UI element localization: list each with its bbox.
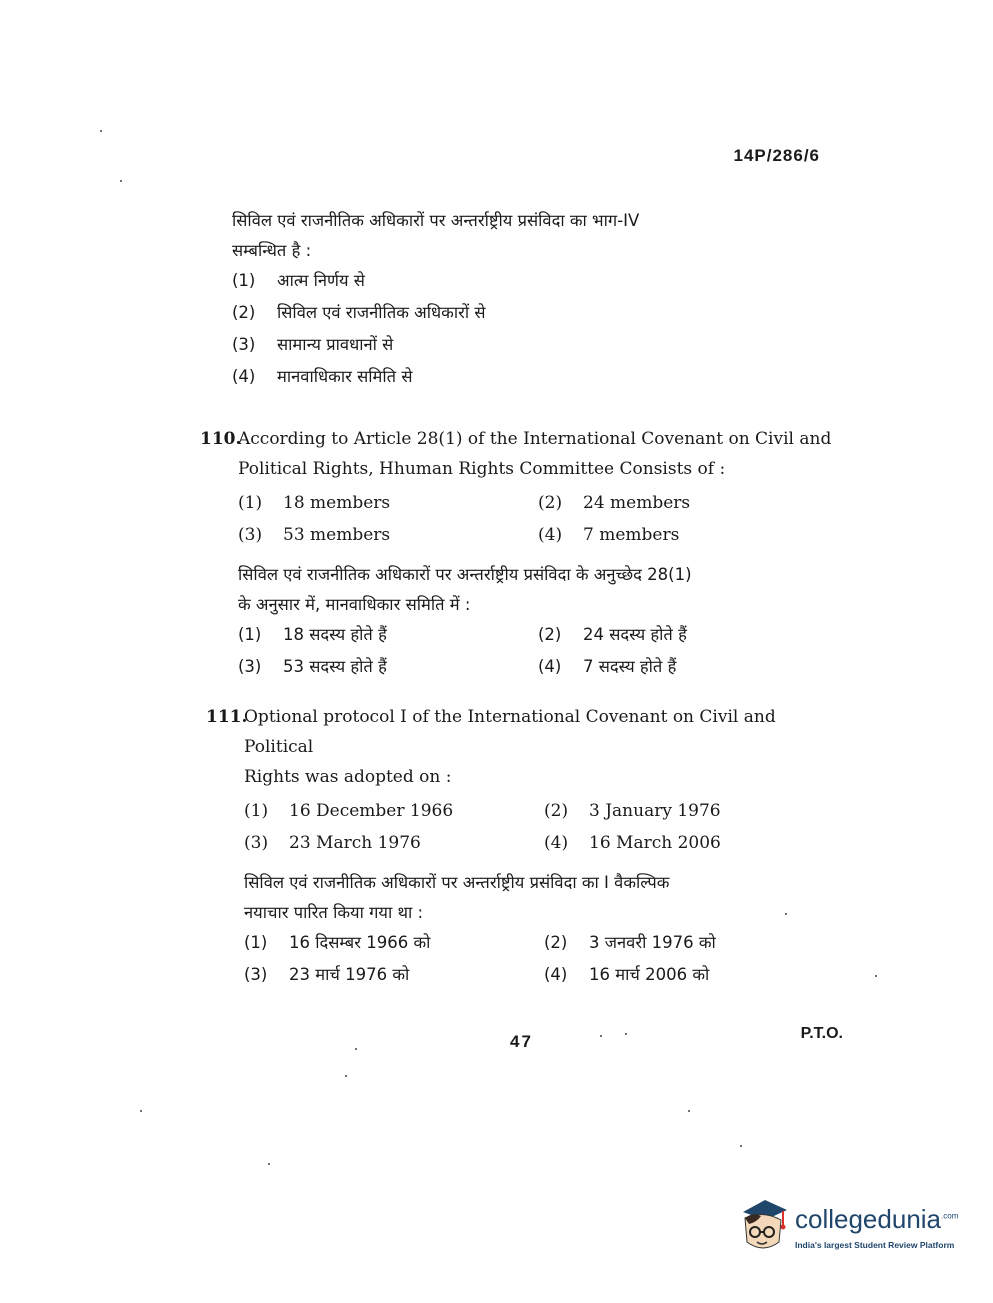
pto-label: P.T.O. [800,1025,843,1042]
q111-hindi-stem-line1: सिविल एवं राजनीतिक अधिकारों पर अन्तर्राष्ट्रीय प्रसंविदा का I वैकल्पिक [244,873,670,892]
q109-hindi-stem-line1: सिविल एवं राजनीतिक अधिकारों पर अन्तर्राष्ट्रीय प्रसंविदा का भाग-IV [232,211,640,230]
logo-suffix: .com [941,1211,959,1221]
scan-speck [625,1033,627,1035]
q109-option [232,362,832,394]
option-number: (1) [244,933,268,952]
option-number: (3) [238,657,262,676]
q109-hindi-block [232,206,832,394]
option-number: (1) [238,625,262,644]
q111-hindi-options [206,928,846,992]
scan-speck [740,1145,742,1147]
q111-block [206,702,846,992]
q111-stem-line1: Optional protocol I of the International Covenant on Civil and Political [244,707,776,757]
q109-option [232,298,832,330]
option-number: (3) [238,525,263,545]
q110-hindi-stem-line2: के अनुसार में, मानवाधिकार समिति में : [238,595,471,614]
option-number: (2) [232,303,256,322]
q111-stem [206,702,846,762]
q110-stem-line1: According to Article 28(1) of the International Covenant on Civil and [238,429,832,449]
option-text: 18 सदस्य होते हैं [283,625,387,644]
option-text: सामान्य प्रावधानों से [277,335,394,354]
option-row [238,620,840,652]
page-number: 47 [510,1032,533,1051]
paper-code: 14P/286/6 [733,146,820,165]
option-number: (4) [232,367,256,386]
option-text: 23 मार्च 1976 को [289,965,410,984]
option-text: 53 सदस्य होते हैं [283,657,387,676]
scan-speck [355,1048,357,1050]
scan-speck [785,913,787,915]
scan-speck [600,1035,602,1037]
q110-hindi-stem-line1: सिविल एवं राजनीतिक अधिकारों पर अन्तर्राष्ट्रीय प्रसंविदा के अनुच्छेद 28(1) [238,565,692,584]
option-row [244,828,846,860]
option-number: (3) [232,335,256,354]
option-text: 7 सदस्य होते हैं [583,657,677,676]
option-row [244,928,846,960]
q110-stem-line2: Political Rights, Hhuman Rights Committee Consists of : [238,459,726,479]
scan-speck [875,975,877,977]
logo-name: collegedunia [795,1204,942,1234]
option-row [244,796,846,828]
option-number: (4) [538,657,562,676]
option-number: (4) [544,965,568,984]
option-number: (3) [244,965,268,984]
logo-wordmark [795,1204,958,1235]
option-number: (2) [544,933,568,952]
option-text: 3 January 1976 [589,801,721,821]
scan-speck [100,130,102,132]
option-number: (4) [538,525,563,545]
option-text: 16 March 2006 [589,833,721,853]
option-text: 7 members [583,525,680,545]
q111-stem-line2: Rights was adopted on : [244,767,452,787]
option-row [244,960,846,992]
option-row [238,652,840,684]
q111-options [206,796,846,860]
question-number: 111. [206,707,248,727]
scan-speck [345,1075,347,1077]
option-text: 18 members [283,493,391,513]
q110-block [200,424,840,684]
q110-stem [200,424,840,454]
q109-option [232,266,832,298]
mascot-icon [735,1196,791,1258]
q109-option [232,330,832,362]
option-number: (2) [538,493,563,513]
q110-hindi-options [200,620,840,684]
option-number: (1) [244,801,269,821]
option-row [238,520,840,552]
option-text: मानवाधिकार समिति से [277,367,413,386]
q111-hindi-stem-line2: नयाचार पारित किया गया था : [244,903,424,922]
scan-speck [688,1110,690,1112]
option-number: (2) [544,801,569,821]
q109-hindi-stem-line2: सम्बन्धित है : [232,241,312,260]
option-row [238,488,840,520]
option-text: 16 मार्च 2006 को [589,965,710,984]
option-number: (4) [544,833,569,853]
option-text: 16 December 1966 [289,801,454,821]
option-text: सिविल एवं राजनीतिक अधिकारों से [277,303,486,322]
scan-speck [120,180,122,182]
option-text: 24 members [583,493,691,513]
option-text: आत्म निर्णय से [277,271,365,290]
scan-speck [268,1163,270,1165]
question-number: 110. [200,429,242,449]
q110-options [200,488,840,552]
option-text: 3 जनवरी 1976 को [589,933,716,952]
option-number: (3) [244,833,269,853]
option-number: (1) [238,493,263,513]
option-text: 23 March 1976 [289,833,421,853]
logo-tagline: India's largest Student Review Platform [795,1240,955,1250]
option-text: 16 दिसम्बर 1966 को [289,933,431,952]
scan-speck [140,1110,142,1112]
option-text: 53 members [283,525,391,545]
option-text: 24 सदस्य होते हैं [583,625,687,644]
option-number: (1) [232,271,256,290]
option-number: (2) [538,625,562,644]
collegedunia-logo[interactable] [735,1196,965,1266]
